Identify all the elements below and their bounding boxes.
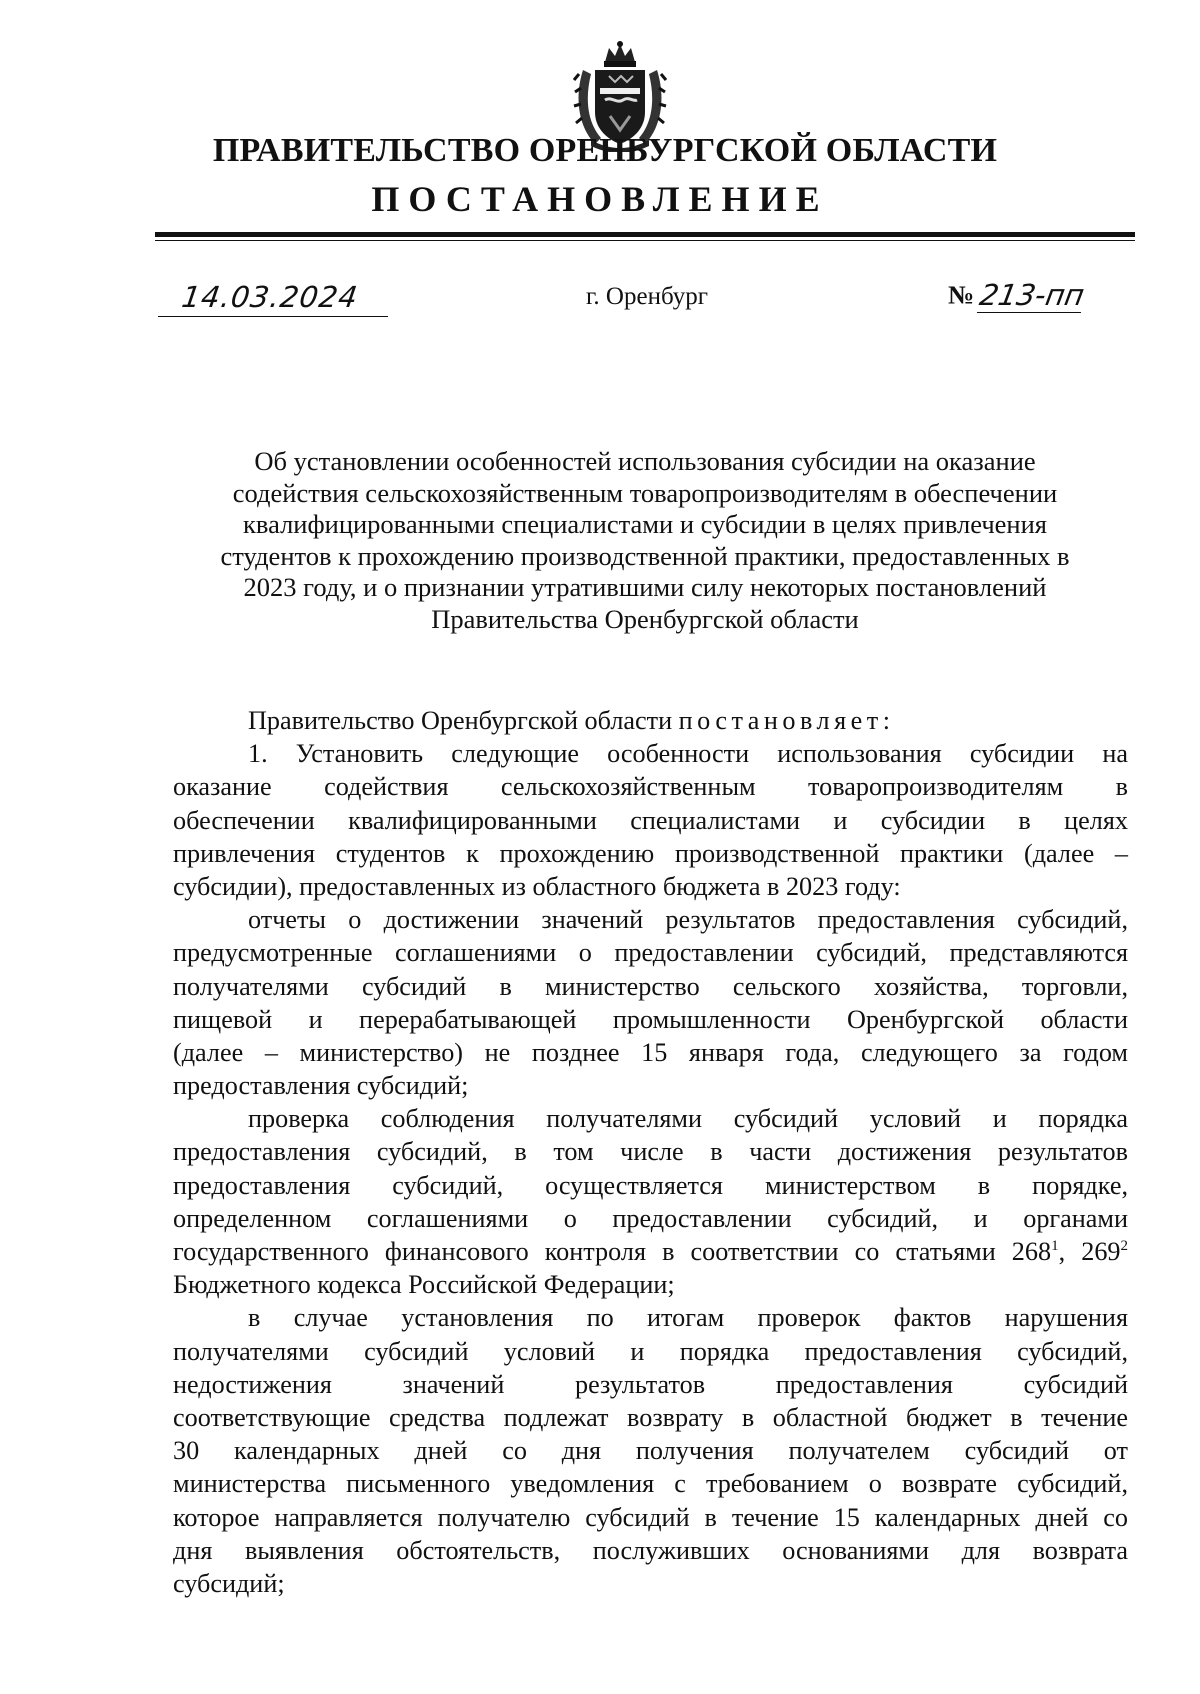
paragraph-1-line: обеспечении квалифицированными специалистами и субсидии в целях [173, 805, 1128, 835]
paragraph-4-line: которое направляется получателю субсидий в течение 15 календарных дней со [173, 1502, 1128, 1532]
document-body [173, 704, 1128, 1600]
paragraph-2-line: предоставления субсидий; [173, 1071, 469, 1101]
paragraph-1-line: оказание содействия сельскохозяйственным товаропроизводителям в [173, 772, 1128, 802]
paragraph-2-line: отчеты о достижении значений результатов предоставления субсидий, [248, 905, 1128, 935]
header-divider-thin [155, 240, 1135, 241]
subject-line: Об установлении особенностей использования субсидии на оказание [254, 446, 1036, 476]
intro-lead: Правительство Оренбургской области [248, 706, 679, 735]
document-city: г. Оренбург [586, 283, 708, 310]
intro-line [173, 704, 1128, 737]
date-underline [158, 316, 388, 317]
paragraph-3-line: предоставления субсидий, в том числе в части достижения результатов [173, 1137, 1128, 1167]
budget-code-reference: государственного финансового контроля в соответствии со статьями 268 [173, 1237, 1052, 1266]
document-type-title: ПОСТАНОВЛЕНИЕ [371, 179, 829, 219]
superscript: 2 [1120, 1238, 1129, 1254]
document-number-field [948, 278, 1087, 318]
paragraph-3-line: проверка соблюдения получателями субсидий условий и порядка [248, 1104, 1128, 1134]
subject-line: 2023 году, и о признании утратившими силу некоторых постановлений [243, 572, 1047, 602]
paragraph-2-line: получателями субсидий в министерство сельского хозяйства, торговли, [173, 971, 1128, 1001]
header-divider-thick [155, 232, 1135, 237]
superscript: 1 [1051, 1238, 1059, 1254]
document-date: 14.03.2024 [179, 280, 361, 314]
paragraph-2-line: пищевой и перерабатывающей промышленности Оренбургской области [173, 1004, 1128, 1034]
paragraph-1-line: привлечения студентов к прохождению производственной практики (далее – [173, 838, 1128, 868]
paragraph-4-line: 30 календарных дней со дня получения получателем субсидий от [173, 1436, 1128, 1466]
paragraph-4-line: министерства письменного уведомления с требованием о возврате субсидий, [173, 1469, 1128, 1499]
intro-verb: постановляет: [678, 706, 895, 735]
document-number: 213-пп [977, 278, 1087, 312]
paragraph-4-line: недостижения значений результатов предоставления субсидий [173, 1369, 1128, 1399]
paragraph-4-line: дня выявления обстоятельств, послуживших основаниями для возврата [173, 1535, 1128, 1565]
subject-line: содействия сельскохозяйственным товаропроизводителям в обеспечении [232, 477, 1058, 508]
document-subject [170, 446, 1120, 635]
subject-line: студентов к прохождению производственной практики, предоставленных в [220, 540, 1070, 571]
number-sign: № [948, 280, 975, 310]
paragraph-4-line: получателями субсидий условий и порядка предоставления субсидий, [173, 1336, 1128, 1366]
paragraph-3-line: определенном соглашениями о предоставлении субсидий, и органами [173, 1203, 1128, 1233]
subject-line: Правительства Оренбургской области [431, 603, 859, 634]
paragraph-3-line: Бюджетного кодекса Российской Федерации; [173, 1270, 675, 1300]
paragraph-4-line: соответствующие средства подлежат возврату в областной бюджет в течение [173, 1402, 1128, 1432]
paragraph-4-line: в случае установления по итогам проверок фактов нарушения [248, 1303, 1128, 1333]
subject-line: квалифицированными специалистами и субсидии в целях привлечения [243, 509, 1047, 539]
paragraph-3-line [173, 1235, 1128, 1268]
paragraph-2-line: (далее – министерство) не позднее 15 января года, следующего за годом [173, 1037, 1128, 1067]
paragraph-1-line: субсидии), предоставленных из областного бюджета в 2023 году: [173, 871, 901, 901]
paragraph-1-line: 1. Установить следующие особенности использования субсидии на [248, 739, 1128, 769]
organization-title: ПРАВИТЕЛЬСТВО ОРЕНБУРГСКОЙ ОБЛАСТИ [212, 132, 998, 169]
paragraph-2-line: предусмотренные соглашениями о предоставлении субсидий, представляются [173, 938, 1128, 968]
document-date-field [158, 280, 388, 320]
paragraph-4-line: субсидий; [173, 1568, 285, 1598]
paragraph-3-line: предоставления субсидий, осуществляется министерством в порядке, [173, 1170, 1128, 1200]
budget-code-reference: , 269 [1058, 1237, 1121, 1266]
